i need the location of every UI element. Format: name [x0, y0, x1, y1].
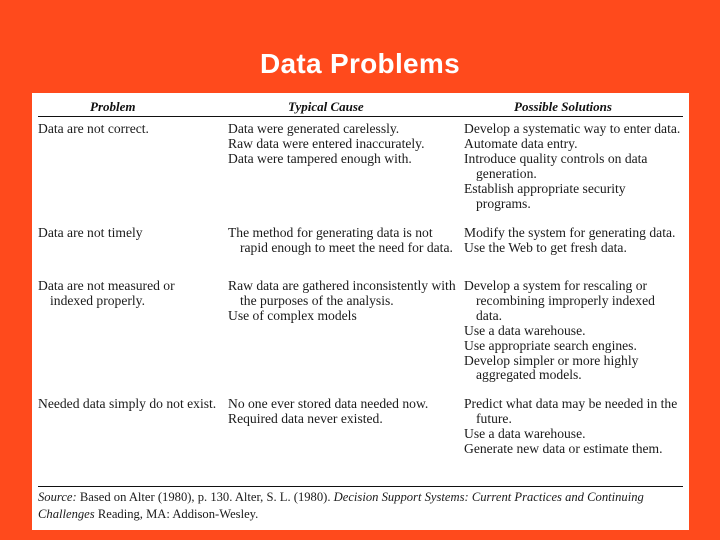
cause-cell	[224, 279, 464, 397]
cause-text: Data were tampered enough with.	[228, 150, 412, 166]
source-publisher: Reading, MA: Addison-Wesley.	[97, 506, 259, 521]
solution-text: Use appropriate search engines.	[464, 337, 637, 353]
table-row	[38, 122, 683, 226]
problem-cell	[38, 226, 224, 279]
solution-text: Introduce quality controls on data generation.	[464, 150, 648, 181]
source-label: Source:	[38, 490, 77, 504]
solution-text: Develop a systematic way to enter data.	[464, 121, 681, 136]
solution-text: Develop simpler or more highly aggregated models.	[464, 352, 639, 383]
problem-text: Data are not correct.	[38, 121, 149, 136]
cause-cell	[224, 226, 464, 279]
solutions-cell	[464, 397, 683, 477]
header-typical-cause: Typical Cause	[288, 99, 364, 114]
solution-text: Generate new data or estimate them.	[464, 440, 663, 456]
source-citation	[38, 489, 685, 522]
cause-text: Required data never existed.	[228, 410, 383, 426]
solution-text: Predict what data may be needed in the future.	[464, 396, 678, 426]
problem-cell	[38, 397, 224, 477]
cause-text: The method for generating data is not rapid enough to meet the need for data.	[228, 225, 453, 255]
solution-text: Use the Web to get fresh data.	[464, 239, 627, 255]
solution-text: Use a data warehouse.	[464, 425, 586, 441]
cause-cell	[224, 397, 464, 477]
problem-text: Needed data simply do not exist.	[38, 396, 217, 411]
footer-divider	[38, 486, 683, 487]
table-row	[38, 226, 683, 279]
source-book-title: Decision Support Systems: Current Practices and Continuing Challenges	[38, 490, 644, 521]
table-header	[38, 95, 683, 117]
cause-text: Data were generated carelessly.	[228, 121, 400, 136]
cause-text: Raw data were entered inaccurately.	[228, 135, 425, 151]
data-problems-table	[32, 93, 689, 530]
cause-cell	[224, 122, 464, 226]
solutions-cell	[464, 279, 683, 397]
problem-text: Data are not timely	[38, 225, 143, 240]
header-possible-solutions: Possible Solutions	[514, 99, 612, 114]
cause-text: No one ever stored data needed now.	[228, 396, 429, 411]
solutions-cell	[464, 226, 683, 279]
slide-title: Data Problems	[260, 48, 460, 79]
solutions-cell	[464, 122, 683, 226]
solution-text: Establish appropriate security programs.	[464, 180, 626, 211]
solution-text: Automate data entry.	[464, 135, 578, 151]
source-text: Based on Alter (1980), p. 130. Alter, S. L. (1980).	[79, 490, 331, 504]
cause-text: Raw data are gathered inconsistently with the purposes of the analysis.	[228, 278, 456, 308]
table-row	[38, 397, 683, 477]
header-problem: Problem	[90, 99, 136, 114]
solution-text: Use a data warehouse.	[464, 322, 586, 338]
problem-cell	[38, 122, 224, 226]
solution-text: Develop a system for rescaling or recombining improperly indexed data.	[464, 278, 655, 323]
problem-cell	[38, 279, 224, 397]
solution-text: Modify the system for generating data.	[464, 225, 676, 240]
cause-text: Use of complex models	[228, 307, 357, 323]
problem-text: Data are not measured or indexed properly.	[38, 278, 175, 308]
table-row	[38, 279, 683, 397]
